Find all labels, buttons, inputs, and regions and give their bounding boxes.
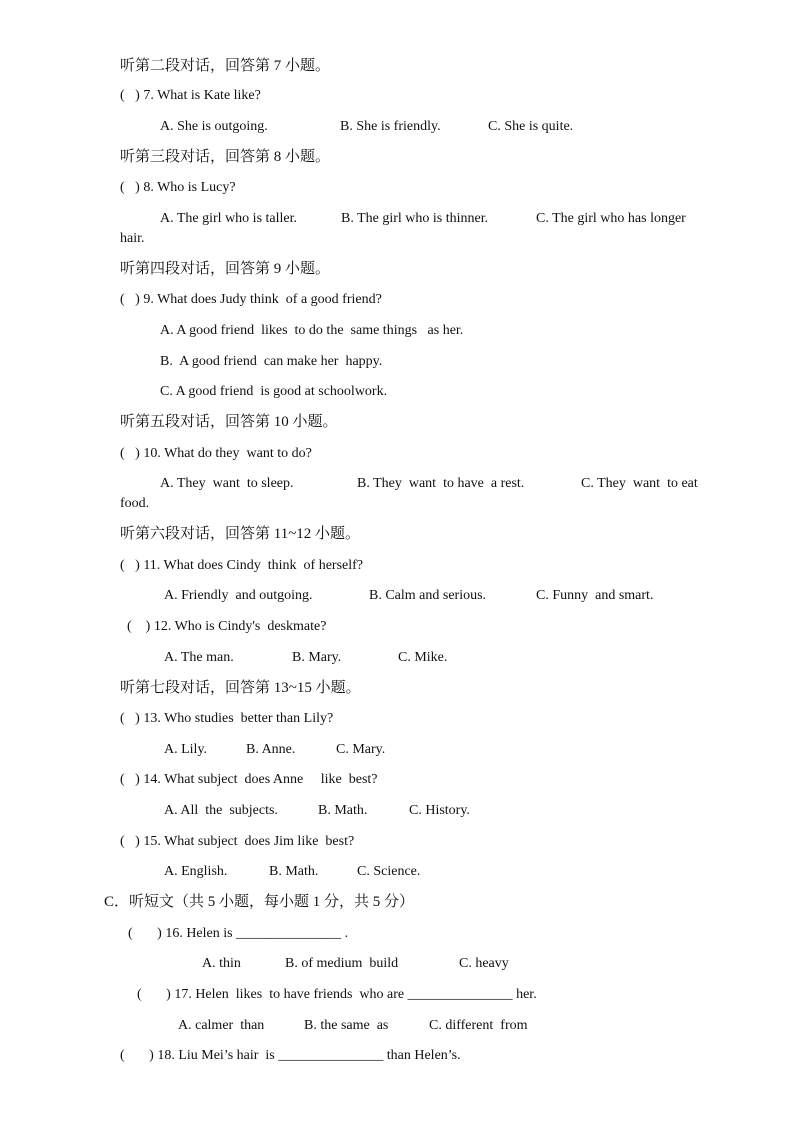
option-b: B. A good friend can make her happy. (160, 354, 383, 369)
section-heading: 听第四段对话，回答第 9 小题。 (120, 261, 331, 277)
option-b: B. Calm and serious. (369, 588, 487, 603)
question-stem: ( ) 8. Who is Lucy? (120, 180, 236, 195)
option-a: A. They want to sleep. (160, 476, 294, 491)
option-a: A. A good friend likes to do the same things as her. (160, 323, 464, 338)
question-stem: ( ) 12. Who is Cindy's deskmate? (127, 619, 327, 634)
question-stem: ( ) 13. Who studies better than Lily? (120, 711, 334, 726)
question-stem: ( ) 18. Liu Mei’s hair is _______________ than Helen’s. (120, 1048, 461, 1063)
option-b: B. Math. (318, 803, 368, 818)
option-b: B. of medium build (285, 956, 399, 971)
option-a: A. All the subjects. (164, 803, 278, 818)
question-stem: ( ) 15. What subject does Jim like best? (120, 834, 355, 849)
option-a: A. Friendly and outgoing. (164, 588, 313, 603)
question-stem: ( ) 16. Helen is _______________ . (128, 926, 349, 941)
question-stem: ( ) 9. What does Judy think of a good friend? (120, 292, 382, 307)
option-c: C. different from (429, 1018, 528, 1033)
section-heading: 听第七段对话，回答第 13~15 小题。 (120, 680, 361, 696)
option-c: C. The girl who has longer (536, 211, 686, 226)
option-b: B. the same as (304, 1018, 389, 1033)
option-c: C. heavy (459, 956, 509, 971)
question-stem: ( ) 10. What do they want to do? (120, 446, 312, 461)
question-stem: ( ) 14. What subject does Anne like best? (120, 772, 378, 787)
option-a: A. The man. (164, 650, 234, 665)
option-a: A. English. (164, 864, 228, 879)
option-c-continued: hair. (120, 231, 145, 246)
question-stem: ( ) 7. What is Kate like? (120, 88, 261, 103)
option-b: B. She is friendly. (340, 119, 441, 134)
part-heading: C．听短文（共 5 小题，每小题 1 分，共 5 分） (104, 894, 415, 910)
option-b: B. The girl who is thinner. (341, 211, 489, 226)
option-a: A. Lily. (164, 742, 208, 757)
section-heading: 听第六段对话，回答第 11~12 小题。 (120, 526, 361, 542)
option-b: B. They want to have a rest. (357, 476, 525, 491)
section-heading: 听第三段对话，回答第 8 小题。 (120, 149, 331, 165)
option-c: C. Mary. (336, 742, 386, 757)
option-c: C. She is quite. (488, 119, 574, 134)
option-b: B. Math. (269, 864, 319, 879)
option-c-continued: food. (120, 496, 150, 511)
option-a: A. The girl who is taller. (160, 211, 297, 226)
option-c: C. Funny and smart. (536, 588, 654, 603)
option-c: C. History. (409, 803, 470, 818)
option-a: A. calmer than (178, 1018, 265, 1033)
option-c: C. A good friend is good at schoolwork. (160, 384, 388, 399)
option-b: B. Anne. (246, 742, 296, 757)
option-c: C. They want to eat (581, 476, 698, 491)
option-a: A. She is outgoing. (160, 119, 268, 134)
option-c: C. Mike. (398, 650, 448, 665)
section-heading: 听第二段对话，回答第 7 小题。 (120, 58, 331, 74)
question-stem: ( ) 17. Helen likes to have friends who are _______________ her. (137, 987, 537, 1002)
option-a: A. thin (202, 956, 241, 971)
question-stem: ( ) 11. What does Cindy think of herself? (120, 558, 364, 573)
option-b: B. Mary. (292, 650, 342, 665)
section-heading: 听第五段对话，回答第 10 小题。 (120, 414, 338, 430)
option-c: C. Science. (357, 864, 421, 879)
